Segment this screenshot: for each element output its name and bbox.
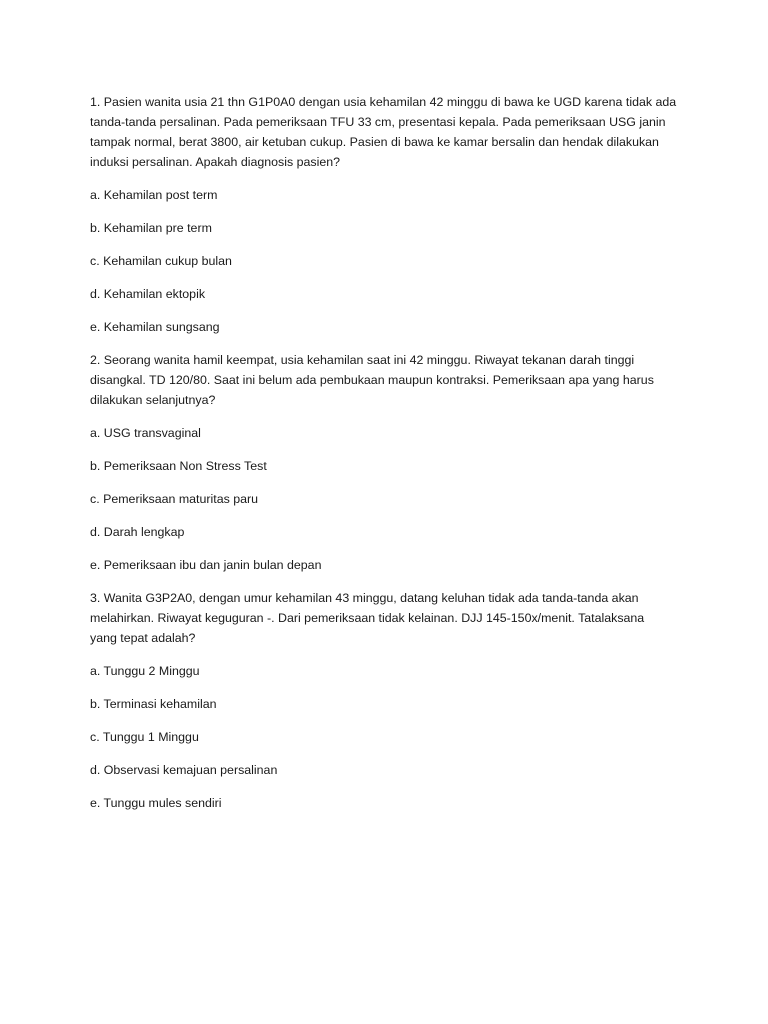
question-1-option-e: e. Kehamilan sungsang [90,320,220,334]
question-1-option-b: b. Kehamilan pre term [90,221,212,235]
question-2-option-a: a. USG transvaginal [90,426,201,440]
question-2 [90,350,680,410]
question-1-line: 1. Pasien wanita usia 21 thn G1P0A0 dengan usia kehamilan 42 minggu di bawa ke UGD karena tidak ada [90,95,677,109]
question-3-option-d: d. Observasi kemajuan persalinan [90,763,278,777]
question-1-option-d: d. Kehamilan ektopik [90,287,206,301]
question-3 [90,588,680,648]
question-1-line: induksi persalinan. Apakah diagnosis pasien? [90,155,341,169]
question-3-line: yang tepat adalah? [90,631,196,645]
question-3-option-a: a. Tunggu 2 Minggu [90,664,200,678]
question-3-option-c: c. Tunggu 1 Minggu [90,730,199,744]
question-1-line: tanda-tanda persalinan. Pada pemeriksaan TFU 33 cm, presentasi kepala. Pada pemeriksaan USG janin [90,115,666,129]
question-2-option-b: b. Pemeriksaan Non Stress Test [90,459,267,473]
question-3-option-e: e. Tunggu mules sendiri [90,796,222,810]
question-2-option-c: c. Pemeriksaan maturitas paru [90,492,259,506]
question-2-line: 2. Seorang wanita hamil keempat, usia kehamilan saat ini 42 minggu. Riwayat tekanan darah tinggi [90,353,635,367]
question-1 [90,92,680,172]
question-1-line: tampak normal, berat 3800, air ketuban cukup. Pasien di bawa ke kamar bersalin dan hendak dilakukan [90,135,659,149]
question-3-line: 3. Wanita G3P2A0, dengan umur kehamilan 43 minggu, datang keluhan tidak ada tanda-tanda akan [90,591,639,605]
question-2-line: dilakukan selanjutnya? [90,393,216,407]
question-2-option-e: e. Pemeriksaan ibu dan janin bulan depan [90,558,322,572]
question-1-option-c: c. Kehamilan cukup bulan [90,254,232,268]
question-2-option-d: d. Darah lengkap [90,525,185,539]
question-2-line: disangkal. TD 120/80. Saat ini belum ada pembukaan maupun kontraksi. Pemeriksaan apa yang harus [90,373,654,387]
question-3-option-b: b. Terminasi kehamilan [90,697,217,711]
question-1-option-a: a. Kehamilan post term [90,188,218,202]
document-content [90,92,680,826]
question-3-line: melahirkan. Riwayat keguguran -. Dari pemeriksaan tidak kelainan. DJJ 145-150x/menit. Tatalaksana [90,611,645,625]
